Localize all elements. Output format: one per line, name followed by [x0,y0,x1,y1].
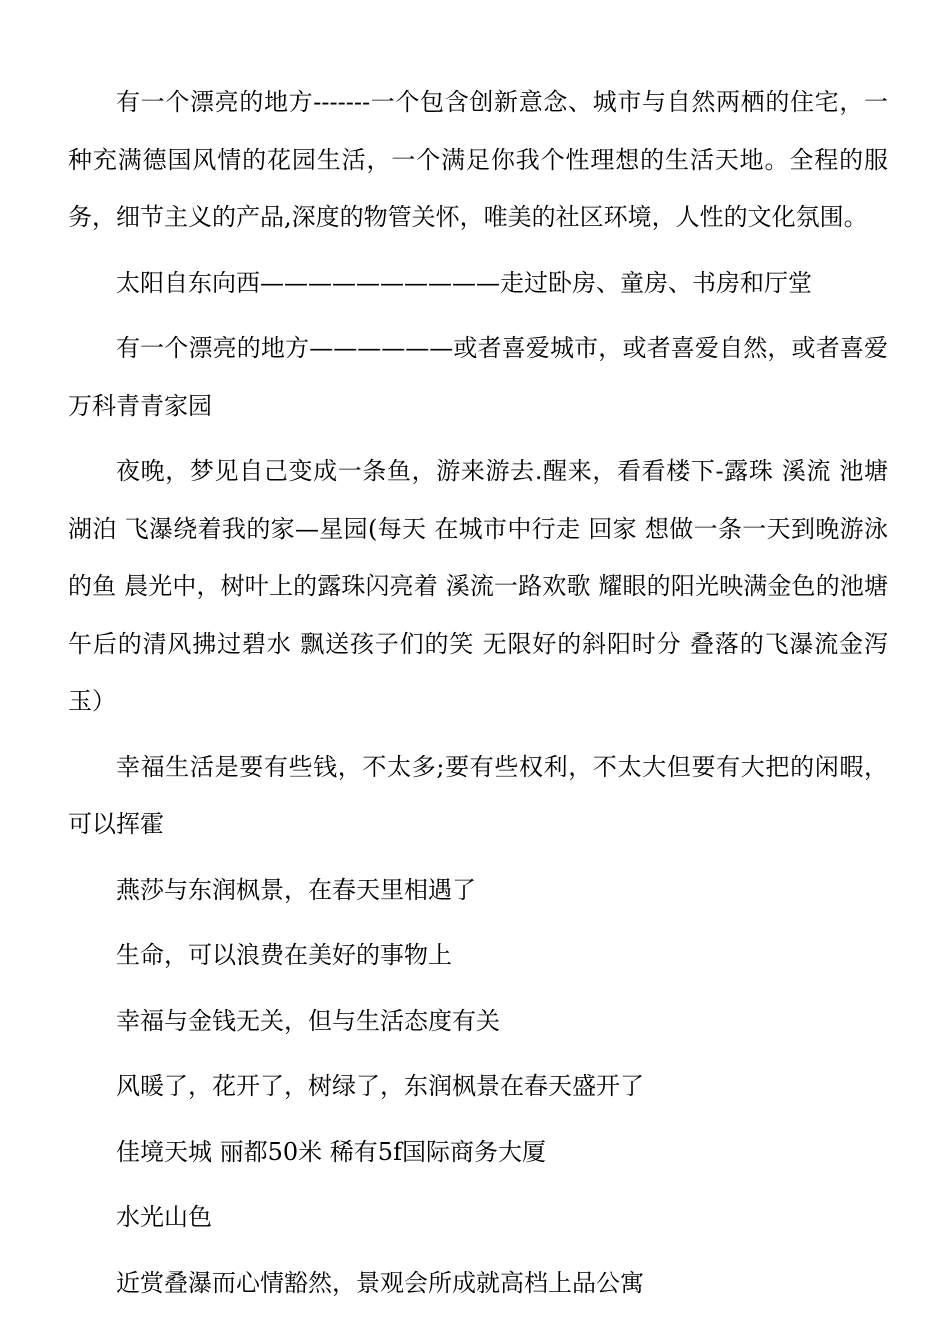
paragraph-sun-east-west: 太阳自东向西——————————走过卧房、童房、书房和厅堂 [116,268,812,297]
paragraph-night-fish: 夜晚，梦见自己变成一条鱼，游来游去.醒来，看看楼下-露珠 溪流 池塘 湖泊 飞瀑绕着我的家—星园(每天 在城市中行走 回家 想做一条一天到晚游泳的鱼 晨光中，树叶上的露珠闪亮着 溪流一路欢歌 耀眼的阳光映满金色的池塘 午后的清风拂过碧水 飘送孩子们的笑 无限好的斜阳时分 叠落的飞瀑流金泻玉） [68,457,896,715]
paragraph-waterfall-apartment: 近赏叠瀑而心情豁然，景观会所成就高档上品公寓 [116,1268,644,1297]
paragraph-water-mountain: 水光山色 [116,1203,212,1231]
paragraph-jiajing: 佳境天城 丽都50米 稀有5f国际商务大厦 [116,1137,546,1166]
paragraph-yansha: 燕莎与东润枫景，在春天里相遇了 [116,875,476,904]
paragraph-spring-bloom: 风暖了，花开了，树绿了，东润枫景在春天盛开了 [116,1072,644,1100]
paragraph-happy-life: 幸福生活是要有些钱，不太多;要有些权利，不太大但要有大把的闲暇，可以挥霍 [68,752,888,838]
paragraph-life-waste: 生命，可以浪费在美好的事物上 [116,941,452,969]
paragraph-beautiful-place: 有一个漂亮的地方——————或者喜爱城市，或者喜爱自然，或者喜爱万科青青家园 [68,334,888,420]
document-page [68,74,896,1320]
paragraph-happiness-money: 幸福与金钱无关，但与生活态度有关 [116,1006,500,1035]
paragraph-intro: 有一个漂亮的地方-------一个包含创新意念、城市与自然两栖的住宅，一种充满德国风情的花园生活，一个满足你我个性理想的生活天地。全程的服务，细节主义的产品,深度的物管关怀，唯美的社区环境，人性的文化氛围。 [68,88,888,231]
